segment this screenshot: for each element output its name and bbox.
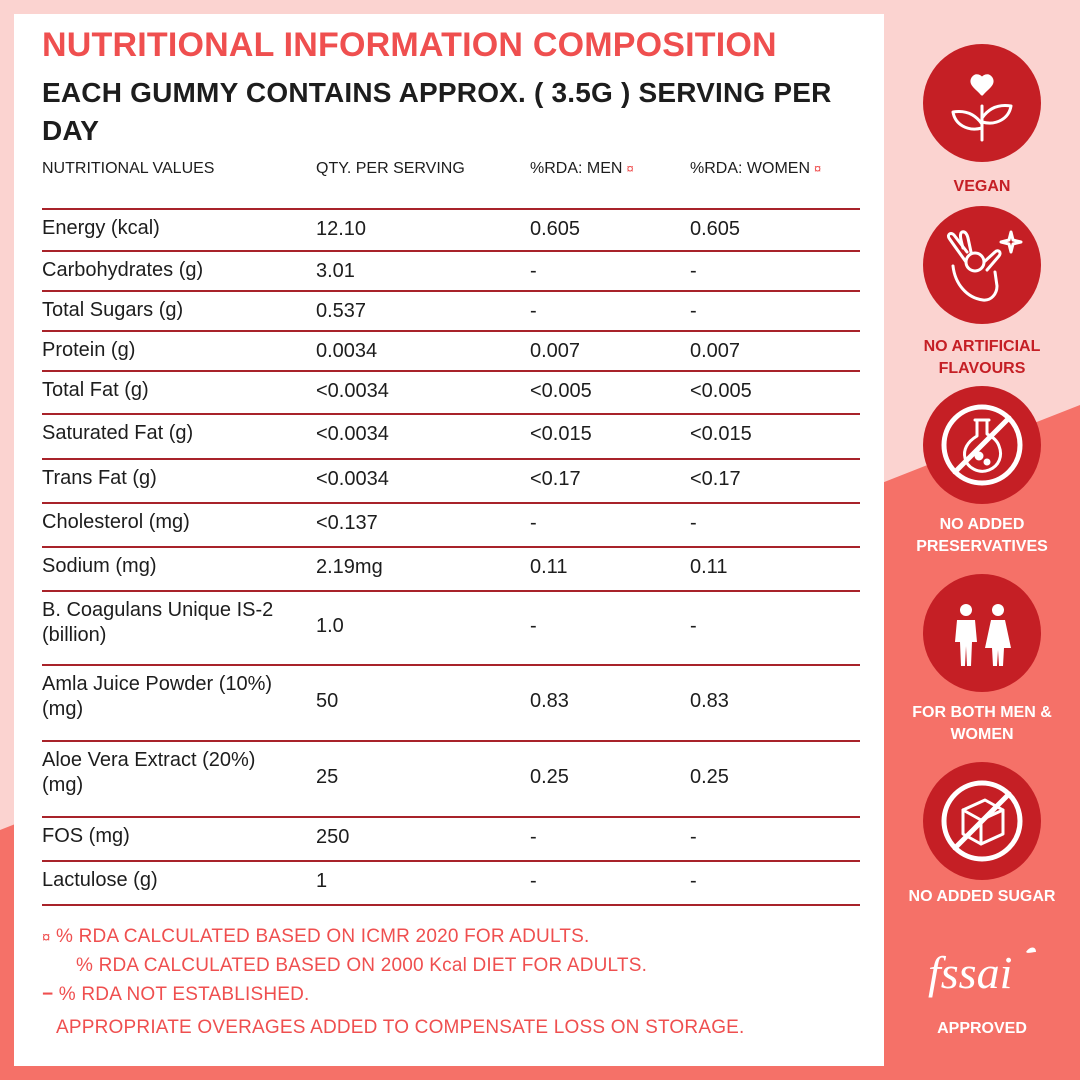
footnote-overages: APPROPRIATE OVERAGES ADDED TO COMPENSATE LOSS ON STORAGE. xyxy=(56,1017,745,1038)
cell-qty-per-serving: 250 xyxy=(316,826,350,848)
cell-rda-men: 0.11 xyxy=(530,556,568,578)
rda-symbol: ¤ xyxy=(626,161,634,176)
cell-rda-men: <0.015 xyxy=(530,423,592,445)
table-row xyxy=(42,330,860,370)
badge-no-added-sugar xyxy=(923,762,1041,880)
cell-qty-per-serving: 25 xyxy=(316,766,339,788)
no-flask-icon xyxy=(923,386,1041,504)
cell-nutrient-name: Amla Juice Powder (10%) (mg) xyxy=(42,673,273,720)
cell-nutrient-name: FOS (mg) xyxy=(42,825,130,847)
vegan-leaf-heart-icon xyxy=(923,44,1041,162)
cell-rda-men: - xyxy=(530,260,537,282)
badge-no-added-sugar-label: NO ADDED SUGAR xyxy=(908,888,1056,905)
cell-rda-women: 0.83 xyxy=(690,690,729,712)
table-row xyxy=(42,816,860,860)
badge-no-added-preservatives-label: NO ADDED PRESERVATIVES xyxy=(916,516,1048,555)
header-rda-women-label: %RDA: WOMEN xyxy=(690,160,810,177)
cell-rda-men: 0.83 xyxy=(530,690,569,712)
header-rda-women xyxy=(690,160,821,178)
cell-qty-per-serving: 0.537 xyxy=(316,300,367,322)
table-row xyxy=(42,502,860,546)
cell-rda-women: 0.605 xyxy=(690,218,741,240)
table-row xyxy=(42,546,860,590)
table-rule xyxy=(42,904,860,906)
cell-rda-men: - xyxy=(530,870,537,892)
footnote-not-established-text: % RDA NOT ESTABLISHED. xyxy=(58,984,310,1005)
table-row xyxy=(42,250,860,290)
cell-nutrient-name: Protein (g) xyxy=(42,339,136,361)
cell-qty-per-serving: <0.0034 xyxy=(316,423,389,445)
cell-nutrient-name: Aloe Vera Extract (20%) (mg) xyxy=(42,749,256,796)
cell-nutrient-name: Energy (kcal) xyxy=(42,217,160,239)
cell-rda-women: <0.17 xyxy=(690,468,741,490)
cell-rda-men: <0.17 xyxy=(530,468,581,490)
badge-no-artificial-flavours xyxy=(923,206,1041,324)
cell-rda-women: <0.005 xyxy=(690,380,752,402)
footnote-not-established xyxy=(42,984,310,1006)
cell-rda-women: - xyxy=(690,826,697,848)
cell-nutrient-name: Cholesterol (mg) xyxy=(42,511,190,533)
cell-rda-women: 0.11 xyxy=(690,556,728,578)
cell-qty-per-serving: 1.0 xyxy=(316,615,344,637)
cell-qty-per-serving: <0.137 xyxy=(316,512,378,534)
cell-nutrient-name: Lactulose (g) xyxy=(42,869,158,891)
table-row xyxy=(42,458,860,502)
cell-qty-per-serving: 50 xyxy=(316,690,339,712)
cell-nutrient-name: B. Coagulans Unique IS-2 (billion) xyxy=(42,599,274,646)
cell-rda-women: <0.015 xyxy=(690,423,752,445)
cell-rda-men: 0.605 xyxy=(530,218,581,240)
page-title: NUTRITIONAL INFORMATION COMPOSITION xyxy=(42,26,777,64)
badge-no-added-preservatives xyxy=(923,386,1041,504)
badge-vegan-label: VEGAN xyxy=(953,178,1011,195)
cell-rda-men: - xyxy=(530,826,537,848)
cell-qty-per-serving: 2.19mg xyxy=(316,556,383,578)
cell-qty-per-serving: 0.0034 xyxy=(316,340,378,362)
cell-rda-men: - xyxy=(530,512,537,534)
header-qty-per-serving: QTY. PER SERVING xyxy=(316,160,465,177)
cell-nutrient-name: Carbohydrates (g) xyxy=(42,259,204,281)
cell-qty-per-serving: 3.01 xyxy=(316,260,355,282)
cell-nutrient-name: Total Sugars (g) xyxy=(42,299,184,321)
cell-nutrient-name: Total Fat (g) xyxy=(42,379,149,401)
cell-rda-women: - xyxy=(690,615,697,637)
cell-rda-women: - xyxy=(690,300,697,322)
table-header xyxy=(42,160,860,190)
cell-qty-per-serving: <0.0034 xyxy=(316,468,389,490)
fssai-logo xyxy=(920,942,1044,1006)
footnote-icmr-text: % RDA CALCULATED BASED ON ICMR 2020 FOR ADULTS. xyxy=(56,926,590,947)
cell-rda-women: - xyxy=(690,260,697,282)
footnote-2000kcal: % RDA CALCULATED BASED ON 2000 Kcal DIET FOR ADULTS. xyxy=(76,955,648,976)
table-row xyxy=(42,664,860,740)
serving-subtitle: EACH GUMMY CONTAINS APPROX. ( 3.5G ) SERVING PER DAY xyxy=(42,77,832,146)
cell-rda-men: - xyxy=(530,300,537,322)
badge-for-both-men-women-label: FOR BOTH MEN & WOMEN xyxy=(912,704,1052,743)
cell-nutrient-name: Sodium (mg) xyxy=(42,555,157,577)
cell-qty-per-serving: <0.0034 xyxy=(316,380,389,402)
ok-hand-sparkle-icon xyxy=(923,206,1041,324)
badge-no-artificial-flavours-label: NO ARTIFICIAL FLAVOURS xyxy=(923,338,1041,377)
cell-rda-women: - xyxy=(690,512,697,534)
header-nutritional-values: NUTRITIONAL VALUES xyxy=(42,160,215,177)
cell-nutrient-name: Trans Fat (g) xyxy=(42,467,157,489)
fssai-approved-label: APPROVED xyxy=(937,1020,1027,1037)
cell-rda-women: 0.25 xyxy=(690,766,729,788)
cell-rda-men: - xyxy=(530,615,537,637)
footnote-icmr xyxy=(42,926,589,948)
table-row xyxy=(42,413,860,458)
table-row xyxy=(42,740,860,816)
rda-symbol: ¤ xyxy=(814,161,822,176)
footnote-dash-symbol: − xyxy=(42,984,54,1005)
man-woman-icon xyxy=(923,574,1041,692)
table-row xyxy=(42,860,860,904)
footnote-rda-symbol: ¤ xyxy=(42,929,51,946)
badge-vegan xyxy=(923,44,1041,162)
cell-rda-women: 0.007 xyxy=(690,340,741,362)
table-row xyxy=(42,590,860,664)
feature-badges xyxy=(884,0,1080,1080)
table-row xyxy=(42,290,860,330)
cell-rda-men: <0.005 xyxy=(530,380,592,402)
no-sugar-cube-icon xyxy=(923,762,1041,880)
cell-qty-per-serving: 1 xyxy=(316,870,328,892)
cell-qty-per-serving: 12.10 xyxy=(316,218,367,240)
table-row xyxy=(42,208,860,250)
cell-rda-men: 0.25 xyxy=(530,766,569,788)
cell-nutrient-name: Saturated Fat (g) xyxy=(42,422,194,444)
badge-for-both-men-women xyxy=(923,574,1041,692)
cell-rda-men: 0.007 xyxy=(530,340,581,362)
svg-text:fssai: fssai xyxy=(928,947,1013,998)
header-rda-men xyxy=(530,160,634,178)
table-row xyxy=(42,370,860,413)
cell-rda-women: - xyxy=(690,870,697,892)
header-rda-men-label: %RDA: MEN xyxy=(530,160,623,177)
